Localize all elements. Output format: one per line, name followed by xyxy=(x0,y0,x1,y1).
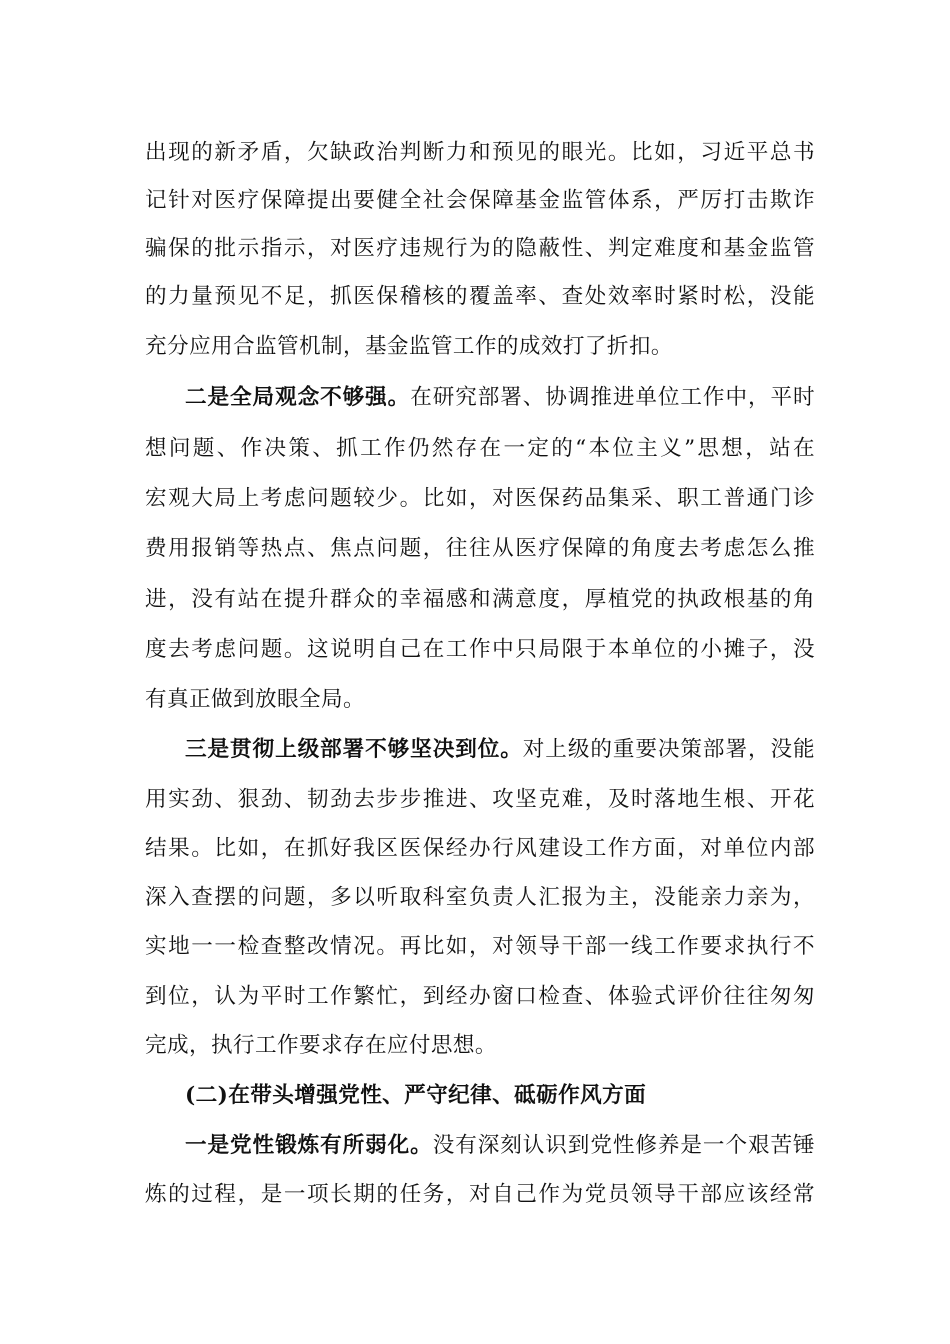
paragraph-3-line-2: 用实劲、狠劲、韧劲去步步推进、攻坚克难，及时落地生根、开花 xyxy=(145,787,815,812)
paragraph-3-line-3: 结果。比如，在抓好我区医保经办行风建设工作方面，对单位内部 xyxy=(145,836,815,861)
paragraph-2-line-1 xyxy=(185,378,815,418)
paragraph-2-line-4: 费用报销等热点、焦点问题，往往从医疗保障的角度去考虑怎么推 xyxy=(145,536,815,561)
paragraph-3-line-5: 实地一一检查整改情况。再比如，对领导干部一线工作要求执行不 xyxy=(145,934,815,959)
paragraph-2-line-3: 宏观大局上考虑问题较少。比如，对医保药品集采、职工普通门诊 xyxy=(145,486,815,511)
paragraph-4-first-line-rest: 没有深刻认识到党性修养是一个艰苦锤 xyxy=(432,1133,815,1158)
paragraph-3-line-1 xyxy=(185,730,815,770)
paragraph-2-line-6: 度去考虑问题。这说明自己在工作中只局限于本单位的小摊子，没 xyxy=(145,637,815,662)
paragraph-1-line-2: 记针对医疗保障提出要健全社会保障基金监管体系，严厉打击欺诈 xyxy=(145,188,815,213)
paragraph-4-line-2: 炼的过程，是一项长期的任务，对自己作为党员领导干部应该经常 xyxy=(145,1182,815,1207)
paragraph-4-line-1 xyxy=(185,1126,815,1166)
paragraph-3-line-4: 深入查摆的问题，多以听取科室负责人汇报为主，没能亲力亲为， xyxy=(145,885,815,910)
paragraph-1-line-3: 骗保的批示指示，对医疗违规行为的隐蔽性、判定难度和基金监管 xyxy=(145,236,815,261)
paragraph-2-first-line-rest: 在研究部署、协调推进单位工作中，平时 xyxy=(410,385,815,410)
paragraph-2-line-2: 想问题、作决策、抓工作仍然存在一定的“本位主义”思想，站在 xyxy=(145,436,815,461)
paragraph-3-first-line-rest: 对上级的重要决策部署，没能 xyxy=(522,737,815,762)
paragraph-3-line-7: 完成，执行工作要求存在应付思想。 xyxy=(145,1033,497,1058)
paragraph-3-line-6: 到位，认为平时工作繁忙，到经办窗口检查、体验式评价往往匆匆 xyxy=(145,984,815,1009)
section-heading: (二)在带头增强党性、严守纪律、砥砺作风方面 xyxy=(185,1083,647,1108)
paragraph-1-line-5: 充分应用合监管机制，基金监管工作的成效打了折扣。 xyxy=(145,334,673,359)
paragraph-3-lead: 三是贯彻上级部署不够坚决到位。 xyxy=(185,737,523,762)
paragraph-2-lead: 二是全局观念不够强。 xyxy=(185,385,411,410)
paragraph-2-line-5: 进，没有站在提升群众的幸福感和满意度，厚植党的执政根基的角 xyxy=(145,587,815,612)
paragraph-1-line-4: 的力量预见不足，抓医保稽核的覆盖率、查处效率时紧时松，没能 xyxy=(145,284,815,309)
paragraph-1-line-1: 出现的新矛盾，欠缺政治判断力和预见的眼光。比如，习近平总书 xyxy=(145,140,815,165)
paragraph-2-line-7: 有真正做到放眼全局。 xyxy=(145,687,365,712)
paragraph-4-lead: 一是党性锻炼有所弱化。 xyxy=(185,1133,433,1158)
